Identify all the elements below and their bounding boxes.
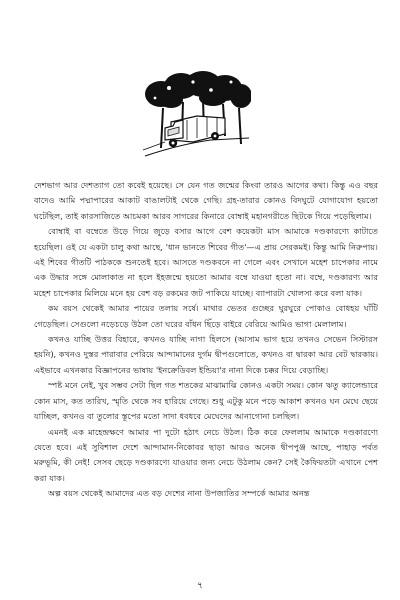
paragraph: কখনও যাচ্ছি উত্তর বিহারে, কখনও যাচ্ছি নাগা হিলসে (আসাম ভাগ হয়ে তখনও সেভেন সিস্টারস হয়নি), কখনও দুস্তর পারাবার পেরিয়ে আন্দামানের দুর্গম দ্বীপগুলোতে, কখনও বা দ্বারকা আর বেট দ্বারকায়। এইভাবে এখনকার বিজ্ঞাপনের ভাষায় 'ইনক্রেডিবল ইন্ডিয়া'র নানা দিকে চক্কর দিয়ে বেড়াচ্ছি। [34,334,378,375]
paragraph: এমনই এক মাহেন্দ্রক্ষণে আমার পা দুটো হঠাৎ নেচে উঠল। ঠিক করে ফেললাম আমাকে দণ্ডকারণ্যে যেতে হবে। এই সুবিশাল দেশে আন্দামান-নিকোবর ছাড়া আরও অনেক দ্বীপপুঞ্জ আছে, পাহাড় পর্বত মরুভূমি, কী নেই! সেসব ছেড়ে দণ্ডকারণ্যে যাওয়ার জন্য নেচে উঠলাম কেন? সেই কৈফিয়তটা এখানে পেশ করা যাক। [34,426,378,483]
paragraph: বোম্বাই বা বম্বেতে উড়ে গিয়ে জুড়ে বসার আগে বেশ কয়েকটা মাস আমাকে দণ্ডকারণ্যে কাটাতে হয়েছিল। ওই যে একটা চালু কথা আছে, 'ধান ভানতে শিবের গীত'—এ প্রায় সেরকমই। কিন্তু আমি নিরুপায়। এই শিবের গীতটি পাঠককে শুনতেই হবে। আসতে দণ্ডকবনে না গেলে এবং সেখানে মহেশ চাপেকার নামে এক উদ্ধার সঙ্গে মোলাকাত না হলে ইহজন্মে হয়তো আমার বম্বে যাওয়া হতো না। বম্বে, দণ্ডকারণ্য আর মহেশ চাপেকার মিলিয়ে মনে হয় বেশ বড় রকমের জট পাকিয়ে যাচ্ছে। ব্যাপারটা খোলসা করে বলা যাক। [34,226,378,298]
truck-under-trees-illustration [141,70,251,158]
paragraph: স্পষ্ট মনে নেই, খুব সম্ভব সেটা ছিল গত শতকের মাঝামাঝি কোনও একটা সময়। কোন ঋতু ক্যালেন্ডারে কোন মাস, কত তারিখ, স্মৃতি থেকে সব হারিয়ে গেছে। শুধু এটুকু মনে পড়ে আকাশ কখনও ঘন মেঘে ছেয়ে যাচ্ছিল, কখনও বা তুলোর স্তূপের মতো সাদা ধবধবে মেঘেদের আনাগোনা চলছিল। [34,380,378,422]
page-number: ৭ [197,581,203,591]
paragraph: অল্প বয়স থেকেই আমাদের এত বড় দেশের নানা উপজাতির সম্পর্কে আমার অনন্ত [48,488,310,499]
paragraph: কম বয়স থেকেই আমার পায়ের তলায় সর্ষে। মাথার ভেতর গুচ্ছের ঘুরঘুরে পোকাও বোধহয় ঘাঁটি গেড়েছিল। সেগুলো নড়েচড়ে উঠল তো ঘরের বাঁধন ছিঁড়ে বাইরে বেরিয়ে আমিও ভাগা মেলালাম। [34,303,378,329]
paragraph: দেশভাগ আর দেশত্যাগ তো কবেই হয়েছে। সে যেন গত জন্মের কিংবা তারও আগের কথা। কিন্তু এও বছর বাদেও আমি পদ্মাপারের আকাট বাঙালটাই থেকে গেছি। গ্রহ-তারার কোনও বিদঘুটে যোগাযোগ হয়তো ঘটেছিল, তাই কারসাজিতে আচমকা আরব সাগরের কিনারে বোম্বাই মহানগরীতে ছিটকে গিয়ে পড়েছিলাম। [34,180,378,221]
body-text [34,178,378,502]
